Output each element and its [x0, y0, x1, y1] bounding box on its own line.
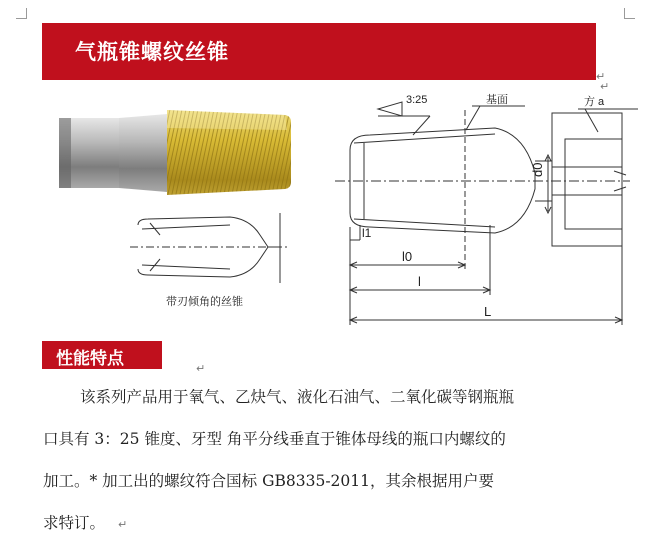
rake-angle-tap-drawing — [130, 205, 290, 295]
L-label: L — [484, 304, 492, 319]
l-label: l — [418, 274, 421, 289]
section-title: 性能特点 — [56, 349, 124, 369]
paragraph-mark: ↵ — [600, 80, 610, 93]
square-label: 方 a — [584, 96, 605, 108]
tap-product-photo — [55, 100, 305, 200]
taper-label: 3:25 — [406, 94, 428, 106]
l0-label: l0 — [402, 249, 413, 264]
datum-label: 基面 — [486, 94, 508, 106]
paragraph-mark: ↵ — [596, 70, 606, 83]
paragraph-line: 求特订。 — [43, 514, 106, 532]
paragraph-mark: ↵ — [118, 518, 128, 531]
l1-label: l1 — [362, 226, 372, 240]
d0-label: d0 — [530, 162, 545, 177]
page-title: 气瓶锥螺纹丝锥 — [75, 40, 229, 64]
paragraph-line: 口具有 3：25 锥度、牙型 角平分线垂直于锥体母线的瓶口内螺纹的 — [43, 430, 506, 448]
figure-caption: 带刃倾角的丝锥 — [166, 295, 243, 308]
tap-dimension-drawing — [330, 85, 640, 330]
paragraph-line: 加工。* 加工出的螺纹符合国标 GB8335-2011，其余根据用户要 — [43, 472, 495, 490]
paragraph-mark: ↵ — [196, 362, 206, 375]
paragraph-line: 该系列产品用于氧气、乙炔气、液化石油气、二氧化碳等钢瓶瓶 — [80, 388, 515, 406]
page-corner-mark-left — [16, 8, 27, 19]
page-corner-mark-right — [624, 8, 635, 19]
